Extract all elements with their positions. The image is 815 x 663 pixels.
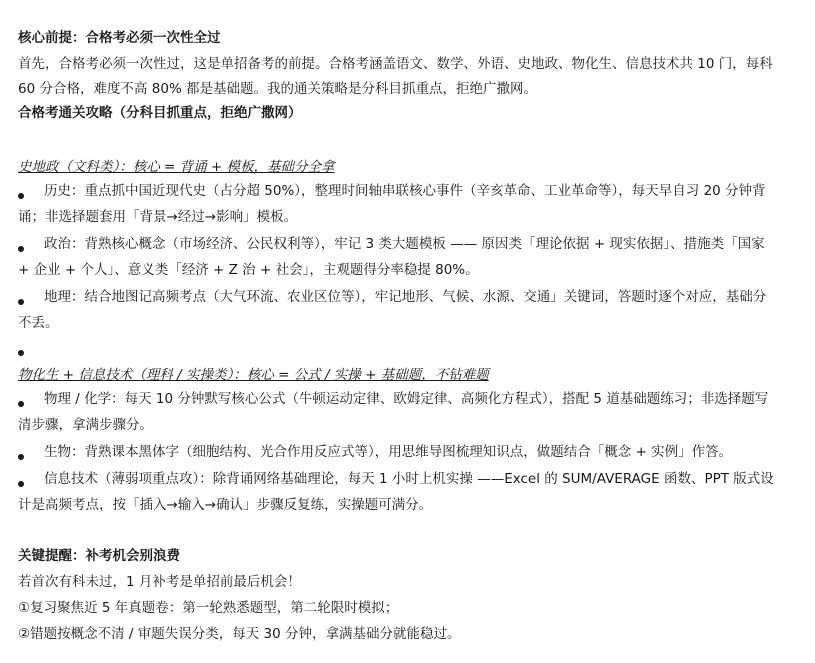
biology-text-line-1: 生物：背熟课本黑体字（细胞结构、光合作用反应式等），用思维导图梳理知识点，做题结合「概念 + 实例」作答。: [44, 444, 733, 460]
it-text-line-2: 计是高频考点，按「插入→输入→确认」步骤反复练，实操题可满分。: [18, 497, 433, 513]
humanities-heading: 史地政（文科类）：核心 = 背诵 + 模板，基础分全拿: [18, 159, 335, 175]
politics-text-line-2: + 企业 + 个人」、意义类「经济 + Z 治 + 社会」，主观题得分率稳提 80%。: [18, 262, 479, 278]
reminder-line-3: ②错题按概念不清 / 审题失误分类，每天 30 分钟，拿满基础分就能稳过。: [18, 626, 461, 642]
science-heading: 物化生 + 信息技术（理科 / 实操类）：核心 = 公式 / 实操 + 基础题，不钻难题: [18, 367, 489, 383]
history-text-line-2: 诵；非选择题套用「背景→经过→影响」模板。: [18, 209, 298, 225]
bullet: [18, 188, 24, 204]
history-text-line-1: 历史：重点抓中国近现代史（占分超 50%），整理时间轴串联核心事件（辛亥革命、工业革命等），每天早自习 20 分钟背: [44, 183, 766, 199]
empty-bullet: [18, 345, 24, 361]
reminder-line-2: ①复习聚焦近 5 年真题卷：第一轮熟悉题型，第二轮限时模拟；: [18, 600, 399, 616]
bullet: [18, 396, 24, 412]
it-text-line-1: 信息技术（薄弱项重点攻）：除背诵网络基础理论，每天 1 小时上机实操 ——Excel 的 SUM/AVERAGE 函数、PPT 版式设: [44, 471, 774, 487]
bullet: [18, 449, 24, 465]
bullet: [18, 294, 24, 310]
section-title-core-premise: 核心前提：合格考必须一次性全过: [18, 30, 221, 46]
strategy-subtitle: 合格考通关攻略（分科目抓重点，拒绝广撒网）: [18, 105, 302, 121]
politics-text-line-1: 政治：背熟核心概念（市场经济、公民权利等），牢记 3 类大题模板 —— 原因类「理论依据 + 现实依据」、措施类「国家: [44, 236, 765, 252]
bullet: [18, 476, 24, 492]
bullet: [18, 241, 24, 257]
physics-chemistry-text-line-1: 物理 / 化学：每天 10 分钟默写核心公式（牛顿运动定律、欧姆定律、高频化方程式），搭配 5 道基础题练习；非选择题写: [44, 391, 769, 407]
reminder-title: 关键提醒：补考机会别浪费: [18, 548, 180, 564]
reminder-line-1: 若首次有科未过，1 月补考是单招前最后机会！: [18, 574, 301, 590]
geography-text-line-2: 不丢。: [18, 315, 59, 331]
physics-chemistry-text-line-2: 清步骤，拿满步骤分。: [18, 417, 153, 433]
intro-paragraph-line-1: 首先，合格考必须一次性过，这是单招备考的前提。合格考涵盖语文、数学、外语、史地政、物化生、信息技术共 10 门，每科: [18, 56, 773, 72]
geography-text-line-1: 地理：结合地图记高频考点（大气环流、农业区位等），牢记地形、气候、水源、交通」关键词，答题时逐个对应，基础分: [44, 289, 767, 305]
intro-paragraph-line-2: 60 分合格，难度不高 80% 都是基础题。我的通关策略是分科目抓重点，拒绝广撒网。: [18, 81, 538, 97]
